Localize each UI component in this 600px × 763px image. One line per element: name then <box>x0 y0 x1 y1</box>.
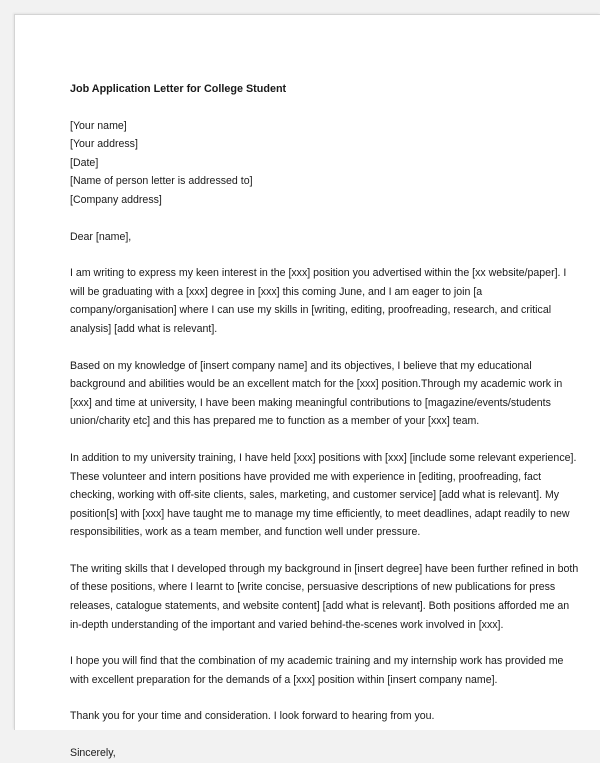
salutation: Dear [name], <box>70 230 132 243</box>
letter-title: Job Application Letter for College Student <box>70 83 287 95</box>
address-line: [Date] <box>70 156 99 169</box>
paragraph-line: I hope you will find that the combination of my academic training and my internship work has provided me <box>70 655 564 668</box>
paragraph-line: analysis] [add what is relevant]. <box>70 322 218 335</box>
paragraph-line: Thank you for your time and consideration. I look forward to hearing from you. <box>70 710 435 723</box>
paragraph-line: Based on my knowledge of [insert company name] and its objectives, I believe that my educational <box>70 359 532 372</box>
address-line: [Company address] <box>70 193 162 206</box>
paragraph-line: of these positions, where I learnt to [write concise, persuasive descriptions of new publications for press <box>70 581 556 594</box>
paragraph-1 <box>70 264 570 338</box>
paragraph-line: checking, working with off-site clients, sales, marketing, and customer service] [add what is relevant]. My <box>70 489 560 502</box>
paragraph-line: in-depth understanding of the important and varied behind-the-scenes work involved in [xxx]. <box>70 618 504 631</box>
address-line: [Your address] <box>70 138 138 151</box>
paragraph-line: responsibilities, work as a team member, and function well under pressure. <box>70 526 421 539</box>
paragraph-line: company/organisation] where I can use my skills in [writing, editing, proofreading, research, and critical <box>70 304 552 317</box>
paragraph-6 <box>70 707 570 726</box>
paragraph-line: These volunteer and intern positions have provided me with experience in [editing, proofreading, fact <box>70 470 542 483</box>
paragraph-4 <box>70 560 579 634</box>
paragraph-line: with excellent preparation for the demands of a [xxx] position within [insert company name]. <box>70 673 498 686</box>
closing: Sincerely, <box>70 747 116 760</box>
address-block <box>70 117 570 210</box>
paragraph-line: position[s] with [xxx] have taught me to manage my time efficiently, to meet deadlines, adapt readily to new <box>70 507 570 520</box>
letter-body <box>70 80 579 763</box>
paragraph-5 <box>70 652 570 689</box>
paragraph-line: The writing skills that I developed through my background in [insert degree] have been further refined in both <box>70 562 579 575</box>
address-line: [Your name] <box>70 119 127 132</box>
paragraph-line: [xxx] and time at university, I have been making meaningful contributions to [magazine/events/students <box>70 396 551 409</box>
paragraph-2 <box>70 357 570 431</box>
paragraph-line: will be graduating with a [xxx] degree in [xxx] this coming June, and I am eager to join [a <box>70 285 483 298</box>
paragraph-line: union/charity etc] and this has prepared me to function as a member of your [xxx] team. <box>70 415 480 428</box>
address-line: [Name of person letter is addressed to] <box>70 175 253 188</box>
paragraph-line: In addition to my university training, I have held [xxx] positions with [xxx] [include some relevant experience]. <box>70 451 577 464</box>
paragraph-line: background and abilities would be an excellent match for the [xxx] position.Through my academic work in <box>70 378 563 391</box>
paragraph-3 <box>70 449 577 542</box>
paragraph-line: releases, catalogue statements, and website content] [add what is relevant]. Both positions afforded me an <box>70 600 570 613</box>
paragraph-line: I am writing to express my keen interest in the [xxx] position you advertised within the [xx website/paper]. I <box>70 267 567 280</box>
document-page <box>14 14 600 760</box>
